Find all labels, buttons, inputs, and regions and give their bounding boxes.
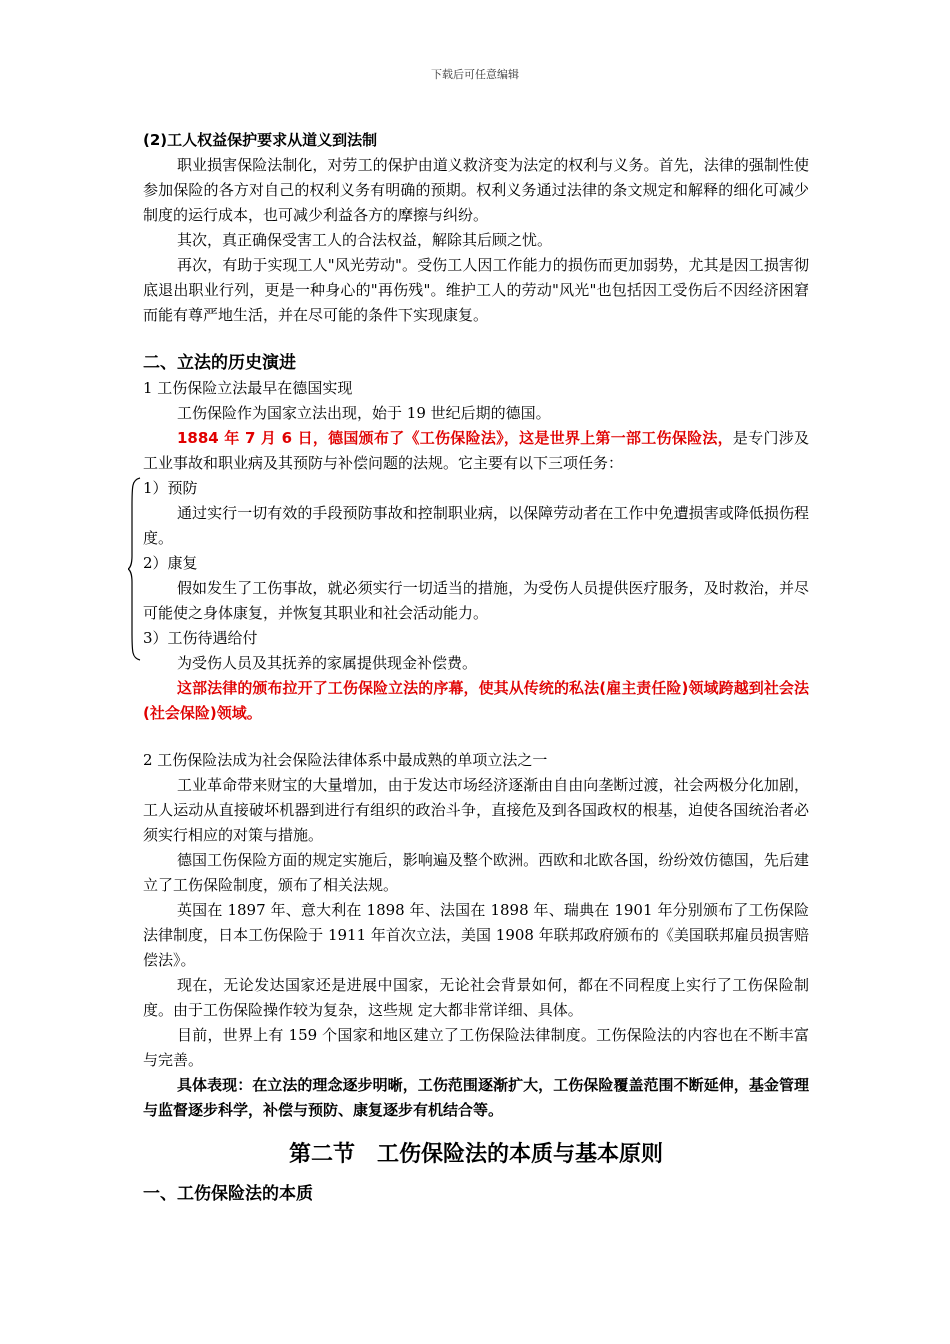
- subheading-mature-legislation: 2 工伤保险法成为社会保险法律体系中最成熟的单项立法之一: [143, 751, 548, 769]
- brace-mark: [128, 476, 142, 662]
- heading-essence: 一、工伤保险法的本质: [143, 1184, 313, 1204]
- task-description: 为受伤人员及其抚养的家属提供现金补偿费。: [177, 654, 478, 672]
- heading-history: 二、立法的历史演进: [143, 353, 296, 373]
- page-header: 下载后可任意编辑: [431, 68, 519, 81]
- paragraph: 职业损害保险法制化，对劳工的保护由道义救济变为法定的权利与义务。首先，法律的强制性使参加保险的各方对自己的权利义务有明确的预期。权利义务通过法律的条文规定和解释的细化可减少制度的运行成本，也可减少利益各方的摩擦与纠纷。: [143, 156, 809, 224]
- document-body: [143, 128, 809, 1207]
- paragraph: 工伤保险作为国家立法出现，始于 19 世纪后期的德国。: [177, 404, 551, 422]
- task-item: 3）工伤待遇给付: [143, 629, 258, 647]
- summary-paragraph: 具体表现：在立法的理念逐步明晰，工伤范围逐渐扩大，工伤保险覆盖范围不断延伸，基金管理与监督逐步科学，补偿与预防、康复逐步有机结合等。: [143, 1076, 809, 1119]
- paragraph: 英国在 1897 年、意大利在 1898 年、法国在 1898 年、瑞典在 1901 年分别颁布了工伤保险法律制度，日本工伤保险于 1911 年首次立法，美国 1908 年联邦政府颁布的《美国联邦雇员损害赔偿法》。: [143, 901, 809, 969]
- task-item: 1）预防: [143, 479, 198, 497]
- highlight-text: 1884 年 7 月 6 日，德国颁布了《工伤保险法》，这是世界上第一部工伤保险法，: [177, 429, 733, 447]
- highlight-conclusion: 这部法律的颁布拉开了工伤保险立法的序幕，使其从传统的私法(雇主责任险)领域跨越到社会法(社会保险)领域。: [143, 679, 809, 722]
- paragraph: 目前，世界上有 159 个国家和地区建立了工伤保险法律制度。工伤保险法的内容也在不断丰富与完善。: [143, 1026, 809, 1069]
- section-title: 第二节 工伤保险法的本质与基本原则: [288, 1142, 663, 1167]
- task-item: 2）康复: [143, 554, 198, 572]
- paragraph: 其次，真正确保受害工人的合法权益，解除其后顾之忧。: [177, 231, 553, 249]
- subheading-germany: 1 工伤保险立法最早在德国实现: [143, 379, 353, 397]
- paragraph: 工业革命带来财宝的大量增加，由于发达市场经济逐渐由自由向垄断过渡，社会两极分化加剧，工人运动从直接破坏机器到进行有组织的政治斗争，直接危及到各国政权的根基，迫使各国统治者必须实行相应的对策与措施。: [143, 776, 809, 844]
- task-description: 假如发生了工伤事故，就必须实行一切适当的措施，为受伤人员提供医疗服务，及时救治，并尽可能使之身体康复，并恢复其职业和社会活动能力。: [143, 579, 809, 622]
- paragraph: 现在，无论发达国家还是进展中国家，无论社会背景如何，都在不同程度上实行了工伤保险制度。由于工伤保险操作较为复杂，这些规 定大都非常详细、具体。: [143, 976, 809, 1019]
- subheading-worker-rights: (2)工人权益保护要求从道义到法制: [143, 131, 378, 149]
- paragraph: 1884 年 7 月 6 日，德国颁布了《工伤保险法》，这是世界上第一部工伤保险法，是专门涉及工业事故和职业病及其预防与补偿问题的法规。它主要有以下三项任务：: [143, 429, 809, 472]
- paragraph: 德国工伤保险方面的规定实施后，影响遍及整个欧洲。西欧和北欧各国，纷纷效仿德国，先后建立了工伤保险制度，颁布了相关法规。: [143, 851, 809, 894]
- paragraph: 再次，有助于实现工人"风光劳动"。受伤工人因工作能力的损伤而更加弱势，尤其是因工损害彻底退出职业行列，更是一种身心的"再伤残"。维护工人的劳动"风光"也包括因工受伤后不因经济困窘而能有尊严地生活，并在尽可能的条件下实现康复。: [143, 256, 809, 324]
- task-description: 通过实行一切有效的手段预防事故和控制职业病，以保障劳动者在工作中免遭损害或降低损伤程度。: [143, 504, 809, 547]
